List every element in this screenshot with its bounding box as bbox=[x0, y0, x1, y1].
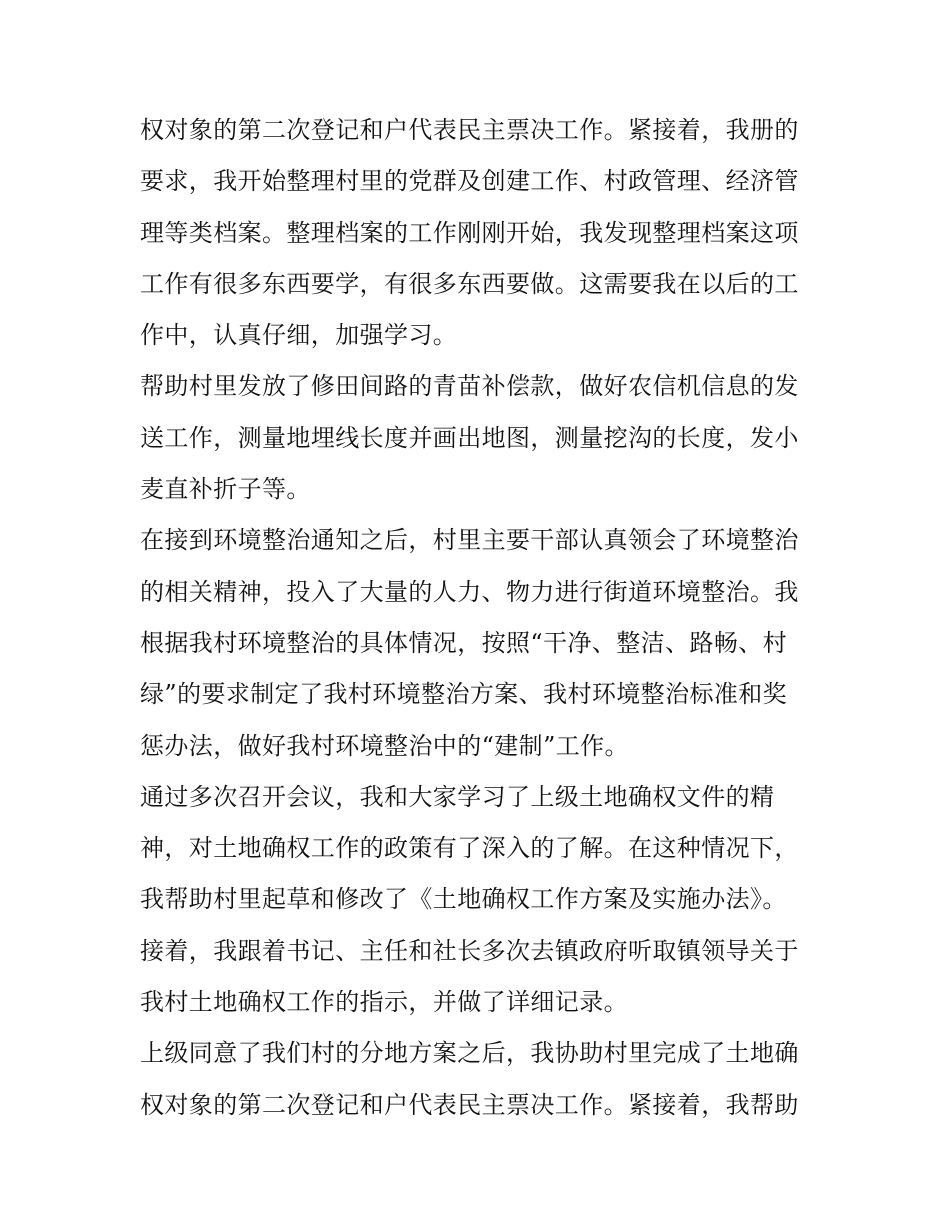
text-line: 在接到环境整治通知之后，村里主要干部认真领会了环境整治 bbox=[140, 526, 799, 555]
text-line: 送工作，测量地埋线长度并画出地图，测量挖沟的长度，发小 bbox=[140, 423, 799, 452]
text-line: 我村土地确权工作的指示，并做了详细记录。 bbox=[140, 988, 628, 1017]
paragraph-2 bbox=[140, 361, 820, 515]
text-line: 神，对土地确权工作的政策有了深入的了解。在这种情况下， bbox=[140, 834, 799, 863]
text-line: 要求，我开始整理村里的党群及创建工作、村政管理、经济管 bbox=[140, 167, 799, 196]
text-line: 理等类档案。整理档案的工作刚刚开始，我发现整理档案这项 bbox=[140, 218, 799, 247]
text-line: 权对象的第二次登记和户代表民主票决工作。紧接着，我册的 bbox=[140, 116, 799, 144]
text-line: 权对象的第二次登记和户代表民主票决工作。紧接着，我帮助 bbox=[140, 1090, 799, 1119]
text-line: 上级同意了我们村的分地方案之后，我协助村里完成了土地确 bbox=[140, 1039, 799, 1068]
text-line: 根据我村环境整治的具体情况，按照“干净、整洁、路畅、村 bbox=[140, 628, 788, 657]
text-line: 作中，认真仔细，加强学习。 bbox=[140, 321, 458, 350]
text-line: 帮助村里发放了修田间路的青苗补偿款，做好农信机信息的发 bbox=[140, 372, 799, 401]
text-line: 惩办法，做好我村环境整治中的“建制”工作。 bbox=[140, 731, 629, 760]
text-line: 工作有很多东西要学，有很多东西要做。这需要我在以后的工 bbox=[140, 269, 799, 298]
document-body bbox=[140, 105, 820, 1131]
paragraph-5 bbox=[140, 1028, 820, 1131]
text-line: 麦直补折子等。 bbox=[140, 475, 311, 504]
text-line: 的相关精神，投入了大量的人力、物力进行街道环境整治。我 bbox=[140, 577, 799, 606]
text-line: 我帮助村里起草和修改了《土地确权工作方案及实施办法》。 bbox=[140, 885, 787, 914]
text-line: 通过多次召开会议，我和大家学习了上级土地确权文件的精 bbox=[140, 782, 775, 811]
paragraph-4 bbox=[140, 772, 820, 1028]
text-line: 接着，我跟着书记、主任和社长多次去镇政府听取镇领导关于 bbox=[140, 936, 799, 965]
text-line: 绿”的要求制定了我村环境整治方案、我村环境整治标准和奖 bbox=[140, 680, 788, 709]
paragraph-1 bbox=[140, 105, 820, 361]
paragraph-3 bbox=[140, 515, 820, 771]
